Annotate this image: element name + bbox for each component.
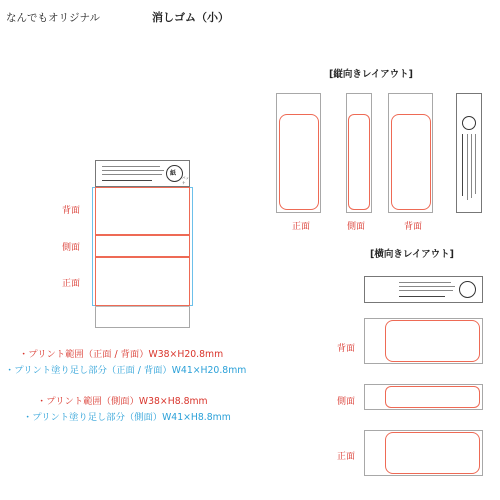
product-title: 消しゴム（小） (152, 11, 229, 24)
horizontal-front-print-area (385, 432, 480, 474)
vertical-back-print-area (391, 114, 431, 210)
horizontal-label-side: 側面 (337, 397, 356, 407)
horizontal-sleeve-panel (364, 276, 483, 303)
print-area-side (95, 235, 190, 257)
paper-recycle-logo-icon: 紙 (166, 165, 183, 182)
vertical-label-front: 正面 (292, 222, 311, 232)
vertical-logo-icon (462, 116, 476, 130)
label-back: 背面 (62, 206, 81, 216)
logo-caption: パッケ (182, 176, 189, 185)
horizontal-back-print-area (385, 320, 480, 362)
spec-bleed-front-back: ・プリント塗り足し部分（正面 / 背面）W41×H20.8mm (5, 365, 247, 376)
horizontal-label-back: 背面 (337, 344, 356, 354)
print-area-back (95, 187, 190, 235)
horizontal-side-print-area (385, 386, 480, 408)
label-front: 正面 (62, 279, 81, 289)
spec-bleed-side: ・プリント塗り足し部分（側面）W41×H8.8mm (23, 412, 231, 423)
vertical-label-side: 側面 (347, 222, 366, 232)
print-area-front (95, 257, 190, 306)
spec-print-front-back: ・プリント範囲（正面 / 背面）W38×H20.8mm (19, 349, 224, 360)
vertical-layout-heading: [縦向きレイアウト] (329, 69, 413, 80)
horizontal-logo-icon (459, 281, 476, 298)
vertical-label-back: 背面 (404, 222, 423, 232)
sleeve-label-panel (95, 160, 190, 187)
spec-print-side: ・プリント範囲（側面）W38×H8.8mm (37, 396, 208, 407)
label-side: 側面 (62, 243, 81, 253)
vertical-side-print-area (348, 114, 370, 210)
horizontal-label-front: 正面 (337, 452, 356, 462)
vertical-sleeve-panel (456, 93, 482, 213)
vertical-front-print-area (279, 114, 319, 210)
page-title: なんでもオリジナル (6, 12, 100, 24)
horizontal-layout-heading: [横向きレイアウト] (370, 249, 454, 260)
